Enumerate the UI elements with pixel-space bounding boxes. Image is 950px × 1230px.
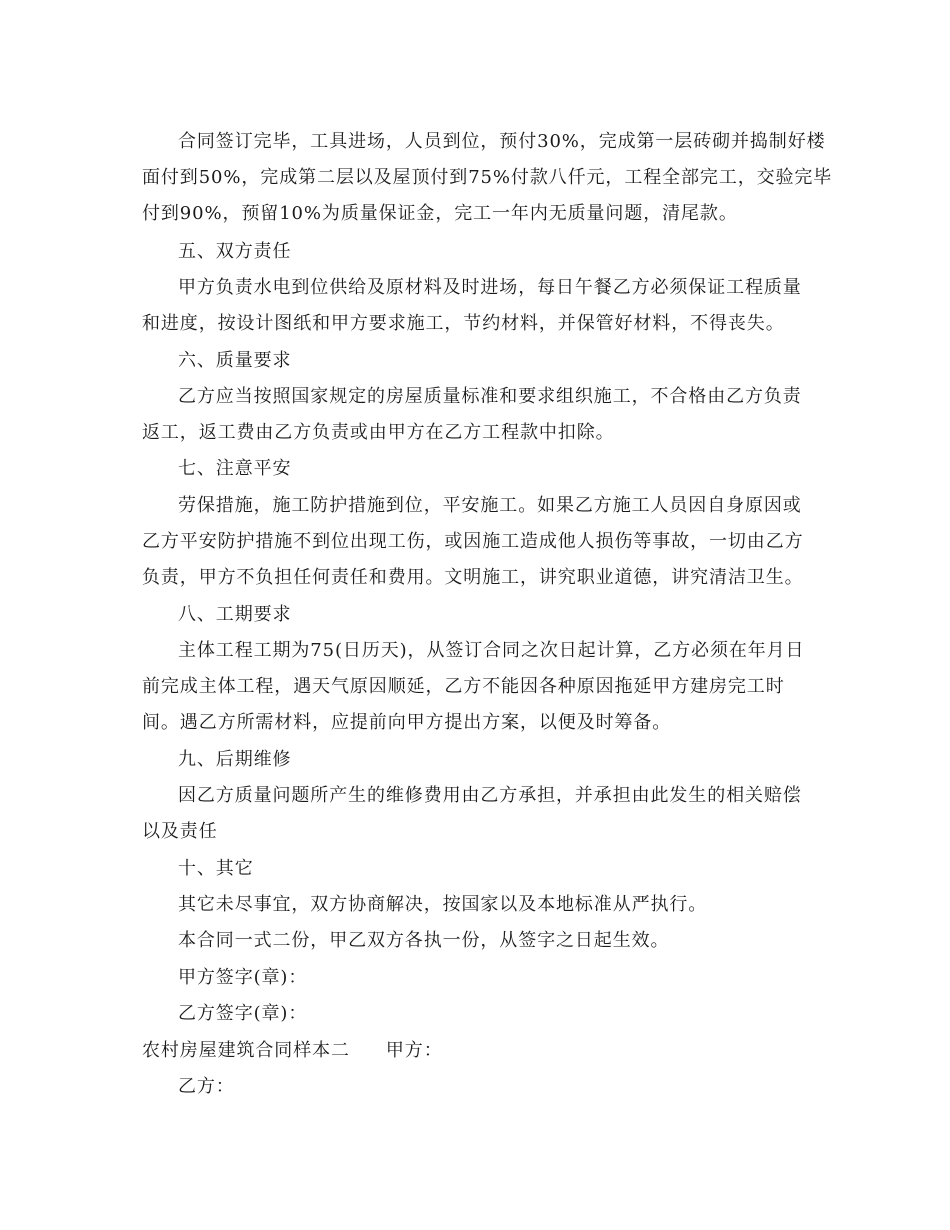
section-heading: 十、其它 — [178, 858, 254, 879]
paragraph-line: 返工，返工费由乙方负责或由甲方在乙方工程款中扣除。 — [142, 422, 615, 443]
paragraph-line: 以及责任 — [142, 821, 218, 842]
paragraph-line: 乙方应当按照国家规定的房屋质量标准和要求组织施工，不合格由乙方负责 — [178, 386, 802, 407]
contract-sample-title: 农村房屋建筑合同样本二 — [142, 1040, 350, 1061]
paragraph-line: 付到90%，预留10%为质量保证金，完工一年内无质量问题，清尾款。 — [142, 203, 738, 224]
paragraph-line: 间。遇乙方所需材料，应提前向甲方提出方案，以便及时筹备。 — [142, 712, 672, 733]
paragraph-line: 乙方平安防护措施不到位出现工伤，或因施工造成他人损伤等事故，一切由乙方 — [142, 531, 804, 552]
paragraph-line: 合同签订完毕，工具进场，人员到位，预付30%，完成第一层砖砌并捣制好楼 — [178, 131, 826, 152]
paragraph-line: 因乙方质量问题所产生的维修费用由乙方承担，并承担由此发生的相关赔偿 — [178, 785, 802, 806]
signature-party-b: 乙方签字(章)： — [178, 1003, 308, 1024]
paragraph-line: 主体工程工期为75(日历天)，从签订合同之次日起计算，乙方必须在年月日 — [178, 640, 805, 661]
paragraph-line: 面付到50%，完成第二层以及屋顶付到75%付款八仟元，工程全部完工，交验完毕 — [142, 167, 833, 188]
paragraph-line: 本合同一式二份，甲乙双方各执一份，从签字之日起生效。 — [178, 930, 670, 951]
paragraph-line: 劳保措施，施工防护措施到位，平安施工。如果乙方施工人员因自身原因或 — [178, 495, 802, 516]
footer-line — [142, 1039, 443, 1063]
signature-party-a: 甲方签字(章)： — [178, 967, 308, 988]
paragraph-line: 甲方负责水电到位供给及原材料及时进场，每日午餐乙方必须保证工程质量 — [178, 277, 802, 298]
section-heading: 八、工期要求 — [178, 604, 292, 625]
paragraph-line: 负责，甲方不负担任何责任和费用。文明施工，讲究职业道德，讲究清洁卫生。 — [142, 567, 804, 588]
party-b-label: 乙方： — [178, 1076, 235, 1097]
section-heading: 五、双方责任 — [178, 241, 292, 262]
section-heading: 六、质量要求 — [178, 350, 292, 371]
paragraph-line: 其它未尽事宜，双方协商解决，按国家以及本地标准从严执行。 — [178, 894, 708, 915]
party-a-label: 甲方： — [385, 1040, 443, 1061]
paragraph-line: 前完成主体工程，遇天气原因顺延，乙方不能因各种原因拖延甲方建房完工时 — [142, 676, 785, 697]
section-heading: 九、后期维修 — [178, 749, 292, 770]
paragraph-line: 和进度，按设计图纸和甲方要求施工，节约材料，并保管好材料，不得丧失。 — [142, 313, 785, 334]
section-heading: 七、注意平安 — [178, 458, 292, 479]
